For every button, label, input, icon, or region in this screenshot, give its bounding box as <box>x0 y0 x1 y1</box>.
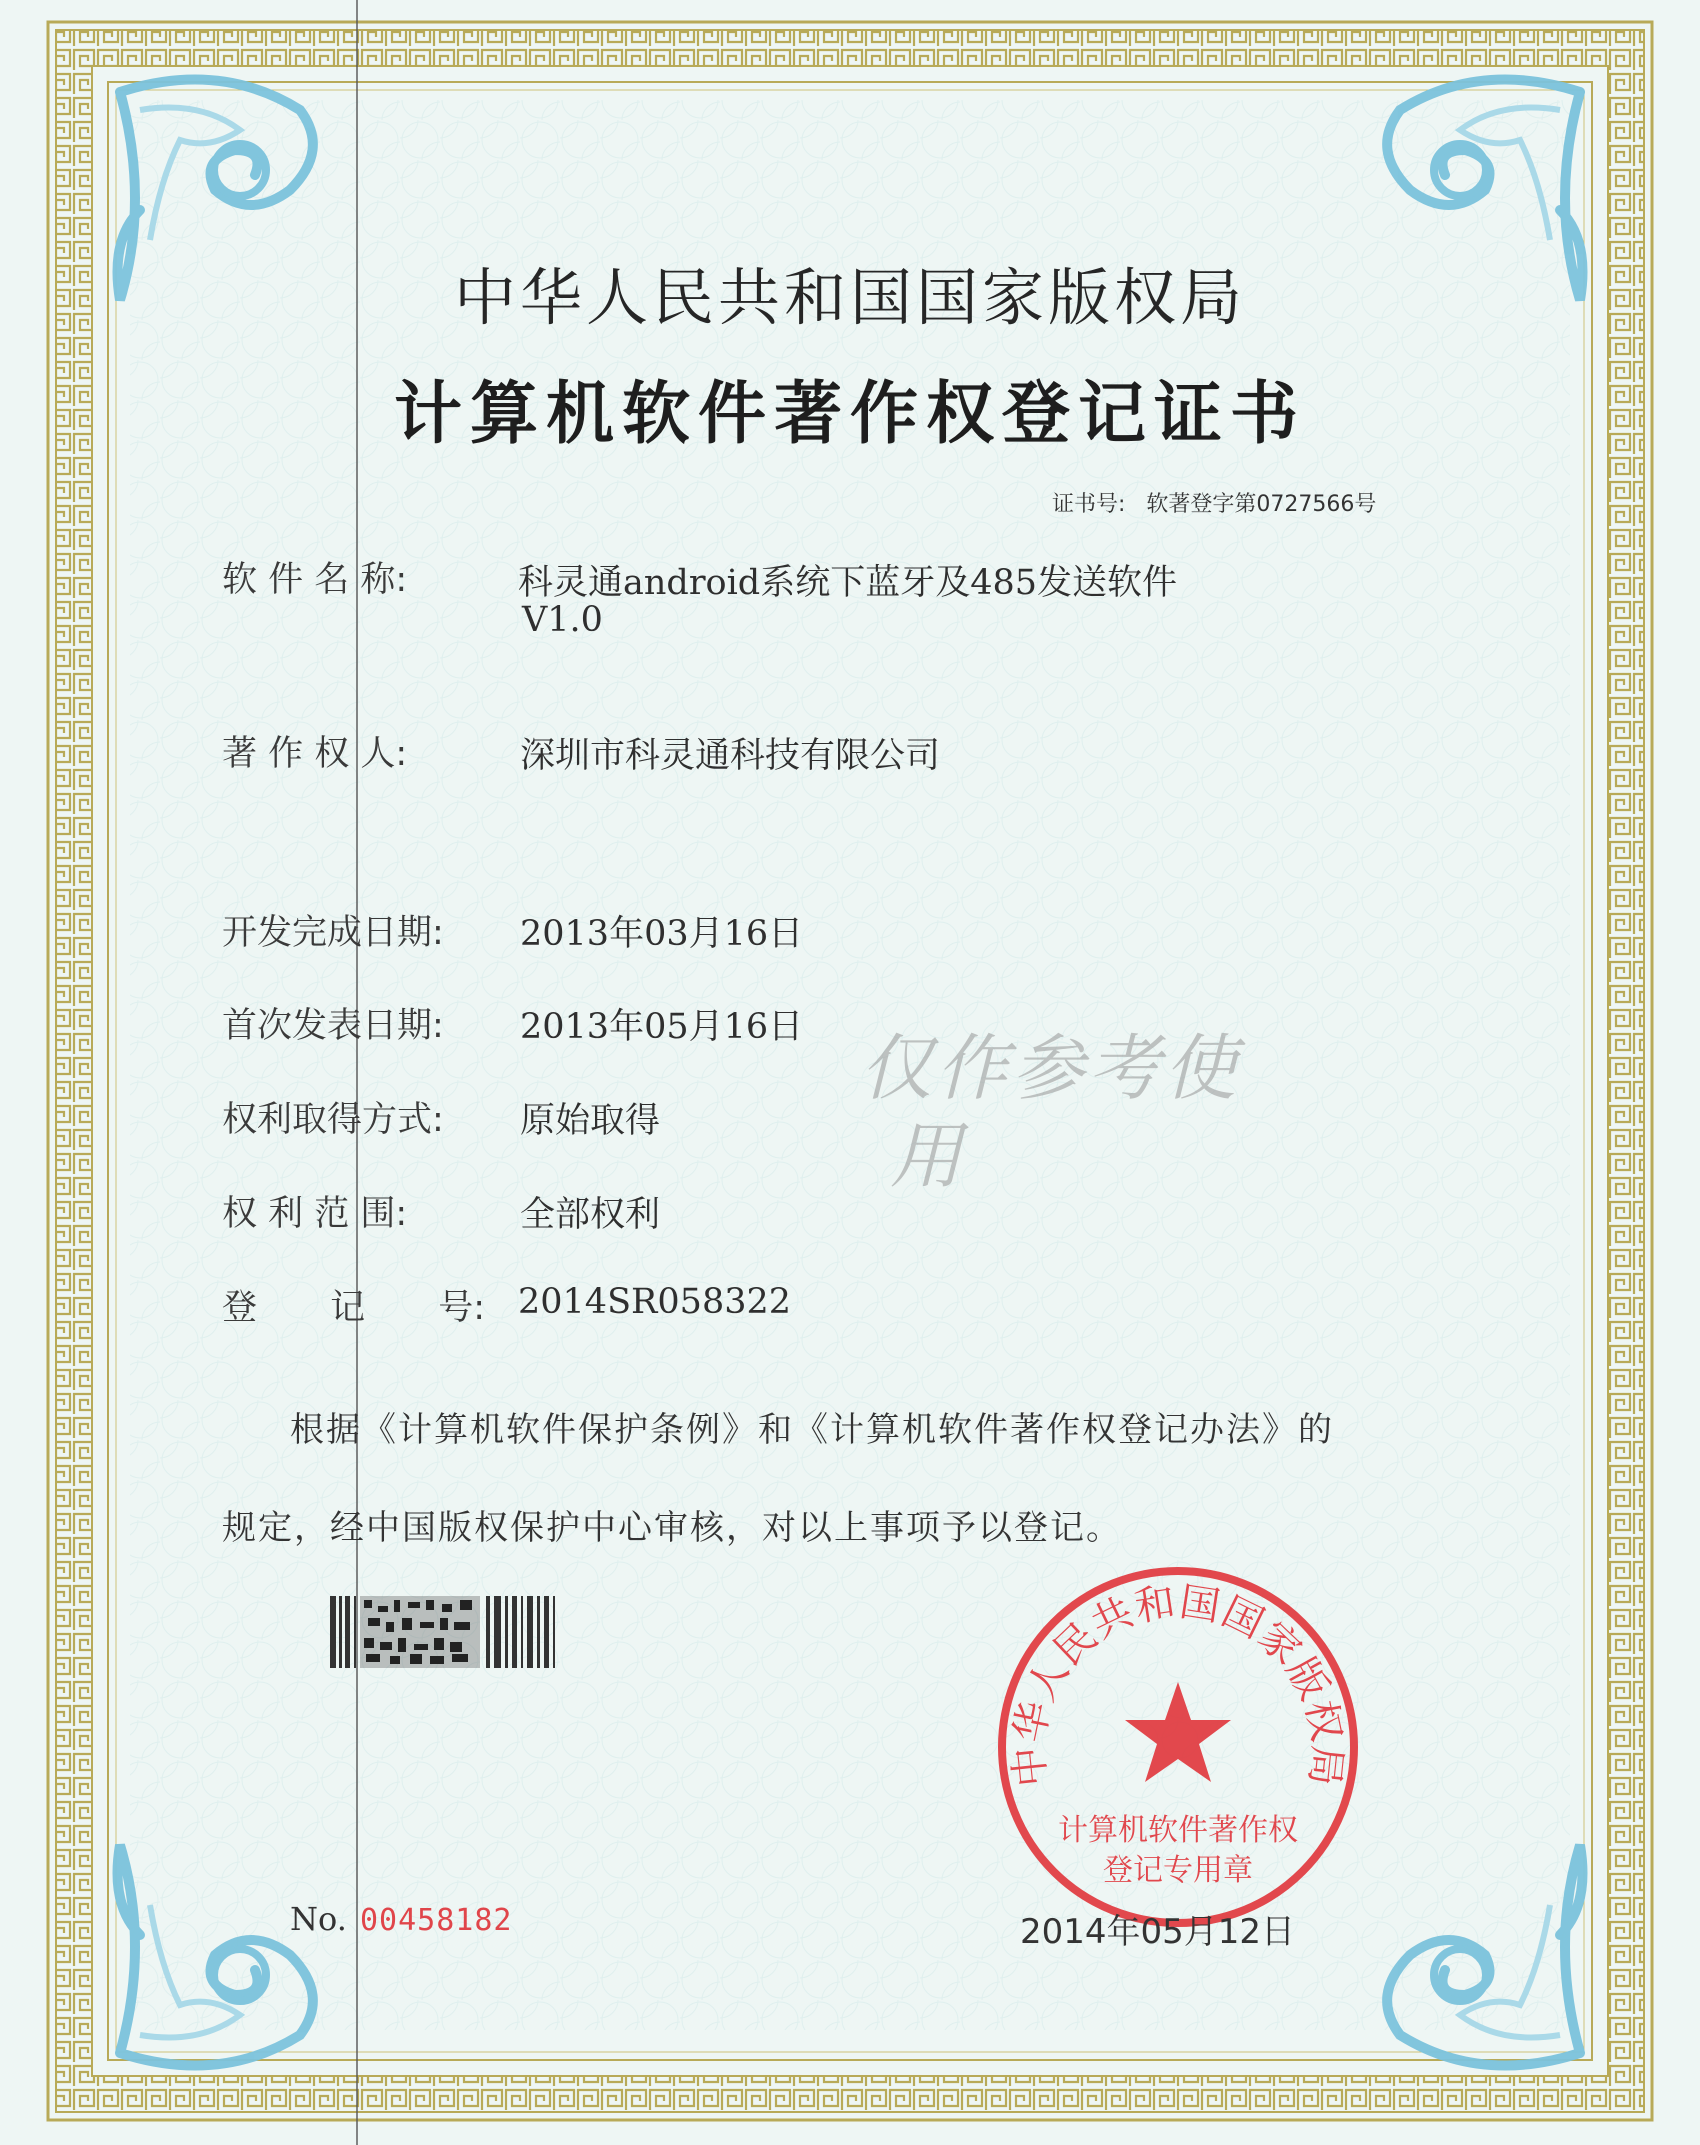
field-label-acquisition-method: 权利取得方式: <box>222 1100 444 1140</box>
issue-date: 2014年05月12日 <box>1020 1912 1296 1952</box>
field-label-registration-number: 登 记 号: <box>222 1288 486 1328</box>
barcode <box>330 1592 570 1672</box>
seal-inner-line2: 登记专用章 <box>1103 1853 1253 1888</box>
cert-number <box>1052 487 1376 518</box>
field-label-completion-date: 开发完成日期: <box>222 913 444 953</box>
field-value-copyright-owner: 深圳市科灵通科技有限公司 <box>520 736 941 776</box>
field-value-completion-date: 2013年03月16日 <box>520 914 804 954</box>
statement-line2: 规定，经中国版权保护中心审核，对以上事项予以登记。 <box>222 1508 1122 1548</box>
watermark-line1: 仅作参考使 <box>860 1026 1241 1110</box>
field-value-registration-number: 2014SR058322 <box>518 1282 792 1322</box>
serial-label: No. <box>290 1900 347 1938</box>
field-label-rights-scope: 权 利 范 围: <box>222 1194 408 1234</box>
field-label-copyright-owner: 著 作 权 人: <box>222 734 408 774</box>
serial-number <box>290 1900 512 1938</box>
issuer-title: 中华人民共和国国家版权局 <box>453 261 1246 334</box>
field-value-publish-date: 2013年05月16日 <box>520 1007 804 1047</box>
official-seal <box>993 1562 1363 1932</box>
seal-star-icon <box>1125 1682 1231 1782</box>
serial-value: 00458182 <box>359 1903 513 1938</box>
field-value-software-version: V1.0 <box>522 600 603 640</box>
field-label-publish-date: 首次发表日期: <box>222 1006 444 1046</box>
cert-number-label: 证书号: <box>1052 492 1126 517</box>
cert-number-value: 软著登字第0727566号 <box>1146 492 1377 517</box>
seal-outer-text: 中华人民共和国国家版权局 <box>1005 1579 1351 1789</box>
statement-line1: 根据《计算机软件保护条例》和《计算机软件著作权登记办法》的 <box>290 1410 1334 1450</box>
certificate-title: 计算机软件著作权登记证书 <box>393 375 1306 454</box>
field-value-acquisition-method: 原始取得 <box>520 1101 661 1141</box>
seal-inner-line1: 计算机软件著作权 <box>1058 1813 1298 1848</box>
field-value-software-name: 科灵通android系统下蓝牙及485发送软件 <box>518 563 1178 603</box>
field-value-rights-scope: 全部权利 <box>520 1195 661 1235</box>
watermark-line2: 用 <box>890 1114 967 1198</box>
field-label-software-name: 软 件 名 称: <box>222 560 408 600</box>
